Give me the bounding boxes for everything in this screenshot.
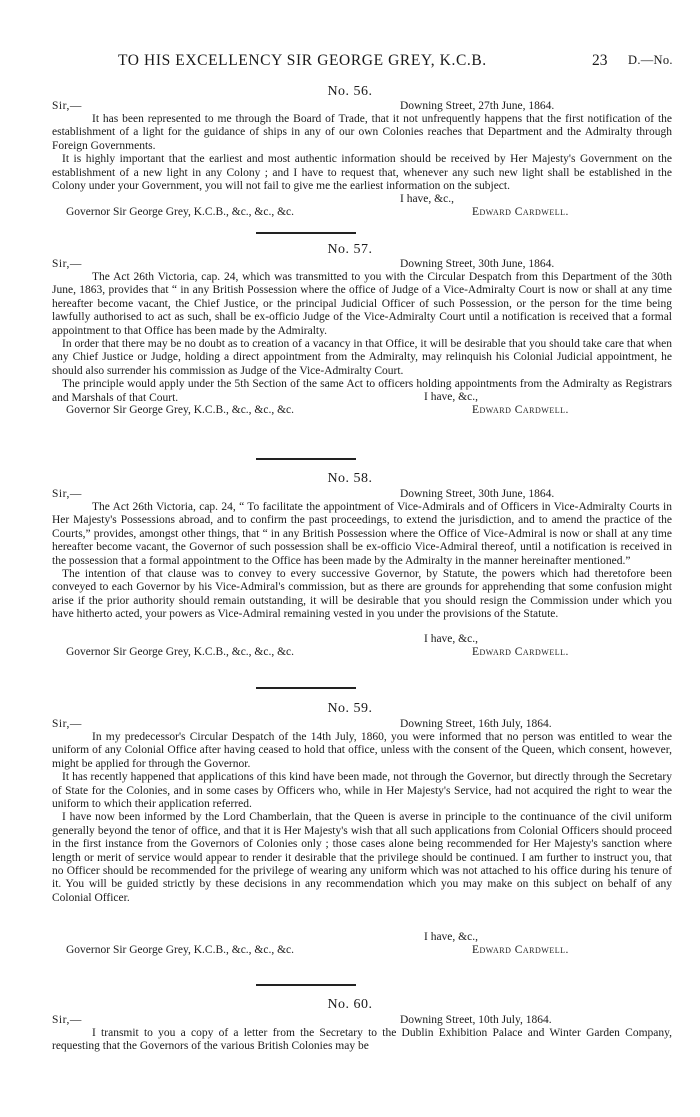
salutation: Sir,— — [52, 100, 82, 112]
divider — [256, 458, 356, 460]
addressee: Governor Sir George Grey, K.C.B., &c., &c., &c. — [66, 206, 295, 218]
letter-body — [52, 501, 672, 622]
signature: Edward Cardwell. — [472, 646, 569, 658]
section-reference: D.—No. — [628, 53, 673, 67]
divider — [256, 687, 356, 689]
paragraph: It has recently happened that applications of this kind have been made, not through the Governor, but directly through the Secretary of State for the Colonies, and in some cases by Officers who, while in Her Majesty's Service, had not acquired the right to wear the uniform to which their application referred. — [52, 771, 672, 811]
letter-body — [52, 113, 672, 193]
place-date: Downing Street, 30th June, 1864. — [400, 258, 555, 270]
page-number: 23 — [592, 52, 608, 69]
divider — [256, 984, 356, 986]
closing-formula: I have, &c., — [424, 633, 478, 645]
closing-formula: I have, &c., — [400, 193, 454, 205]
letter-body — [52, 271, 672, 405]
divider — [256, 232, 356, 234]
addressee: Governor Sir George Grey, K.C.B., &c., &c., &c. — [66, 404, 295, 416]
signature: Edward Cardwell. — [472, 404, 569, 416]
letter-heading — [52, 1014, 672, 1028]
salutation: Sir,— — [52, 718, 82, 730]
closing-formula: I have, &c., — [424, 931, 478, 943]
paragraph: In my predecessor's Circular Despatch of the 14th July, 1860, you were informed that no person was entitled to wear the uniform of any Colonial Office after having ceased to hold that office, unless with the consent of the Queen, which consent, however, might be applied for through the Governor. — [52, 731, 672, 770]
place-date: Downing Street, 10th July, 1864. — [400, 1014, 552, 1026]
letter-body — [52, 731, 672, 905]
running-title: TO HIS EXCELLENCY SIR GEORGE GREY, K.C.B. — [118, 52, 487, 69]
paragraph: In order that there may be no doubt as to creation of a vacancy in that Office, it will be desirable that you should take care that when any Chief Justice or Judge, holding a direct appointment from the Admiralty, may relinquish his Colonial Judicial appointment, he should also surrender his commission as Judge of the Vice-Admiralty Court. — [52, 338, 672, 377]
paragraph: It has been represented to me through the Board of Trade, that it not unfrequently happens that the first notification of the establishment of a light for the guidance of ships in any of our own Colonies reaches that Department and the Admiralty through Foreign Governments. — [52, 113, 672, 152]
letter-number: No. 56. — [327, 84, 373, 99]
place-date: Downing Street, 30th June, 1864. — [400, 488, 555, 500]
salutation: Sir,— — [52, 488, 82, 500]
letter-heading — [52, 718, 672, 732]
signature: Edward Cardwell. — [472, 944, 569, 956]
letter-number: No. 57. — [327, 242, 373, 257]
paragraph: It is highly important that the earliest and most authentic information should be received by Her Majesty's Government on the establishment of a new light in any Colony ; and I have to request that, whenever any such new light shall be established in the Colony under your Government, you will not fail to give me the earliest information on the subject. — [52, 153, 672, 193]
letter-number: No. 58. — [327, 471, 373, 486]
letter-heading — [52, 258, 672, 272]
paragraph: I transmit to you a copy of a letter from the Secretary to the Dublin Exhibition Palace and Winter Garden Company, requesting that the Governors of the various British Colonies may be — [52, 1027, 672, 1053]
closing-formula: I have, &c., — [424, 391, 478, 403]
paragraph: The Act 26th Victoria, cap. 24, “ To facilitate the appointment of Vice-Admirals and of Officers in Vice-Admiralty Courts in Her Majesty's Possessions abroad, and to confirm the past proceedings, to extend the jurisdiction, and to amend the practice of the Courts,” provides, amongst other things, that “ in any British Possession where the Office of Vice-Admiral is now or shall at any time hereafter become vacant, the Governor of such possession shall be ex-officio Vice-Admiral thereof, until a notification is received in the possession that a formal appointment to the Office has been made by the Admiralty in the manner hereinafter mentioned.” — [52, 501, 672, 567]
salutation: Sir,— — [52, 258, 82, 270]
paragraph: The intention of that clause was to convey to every successive Governor, by Statute, the powers which had theretofore been conveyed to each Governor by his Vice-Admiral's commission, but as there are grounds for apprehending that some confusion might arise if the prior authority should remain outstanding, it will be desirable that you should resign the Commission under which you have hitherto acted, your powers as Vice-Admiral remaining vested in you under the provisions of the Statute. — [52, 568, 672, 621]
addressee: Governor Sir George Grey, K.C.B., &c., &c., &c. — [66, 944, 295, 956]
signature: Edward Cardwell. — [472, 206, 569, 218]
paragraph: The Act 26th Victoria, cap. 24, which was transmitted to you with the Circular Despatch from this Department of the 30th June, 1863, provides that “ in any British Possession where the office of Judge of a Vice-Admiralty Court is now or shall at any time hereafter become vacant, the Chief Justice, or the principal Judicial Officer of such Possession, or the person for the time being lawfully authorised to act as such, shall be ex-officio Judge of the Vice-Admiralty Court until a notification is received that a formal appointment to that Office has been made by the Admiralty. — [52, 271, 672, 337]
paragraph: The principle would apply under the 5th Section of the same Act to officers holding appointments from the Admiralty as Registrars and Marshals of that Court. — [52, 378, 672, 404]
paragraph: I have now been informed by the Lord Chamberlain, that the Queen is averse in principle to the continuance of the civil uniform generally beyond the tenor of office, and that it is Her Majesty's wish that all such applications from Colonial Officers should proceed in the first instance from the Governors of Colonies only ; those cases alone being recommended for Her Majesty's sanction where length or merit of service would appear to render it desirable that the privilege should be continued. I am further to instruct you, that no Officer should be recommended for the privilege of wearing any uniform which was not attached to his office during his tenure of it. You will be guided strictly by these decisions in any recommendation which you may make on this subject on behalf of any Colonial Officer. — [52, 811, 672, 904]
page-header — [0, 52, 700, 74]
place-date: Downing Street, 16th July, 1864. — [400, 718, 552, 730]
letter-number: No. 60. — [327, 997, 373, 1012]
place-date: Downing Street, 27th June, 1864. — [400, 100, 555, 112]
letter-heading — [52, 100, 672, 114]
letter-heading — [52, 488, 672, 502]
salutation: Sir,— — [52, 1014, 82, 1026]
addressee: Governor Sir George Grey, K.C.B., &c., &c., &c. — [66, 646, 295, 658]
letter-body — [52, 1027, 672, 1054]
letter-number: No. 59. — [327, 701, 373, 716]
